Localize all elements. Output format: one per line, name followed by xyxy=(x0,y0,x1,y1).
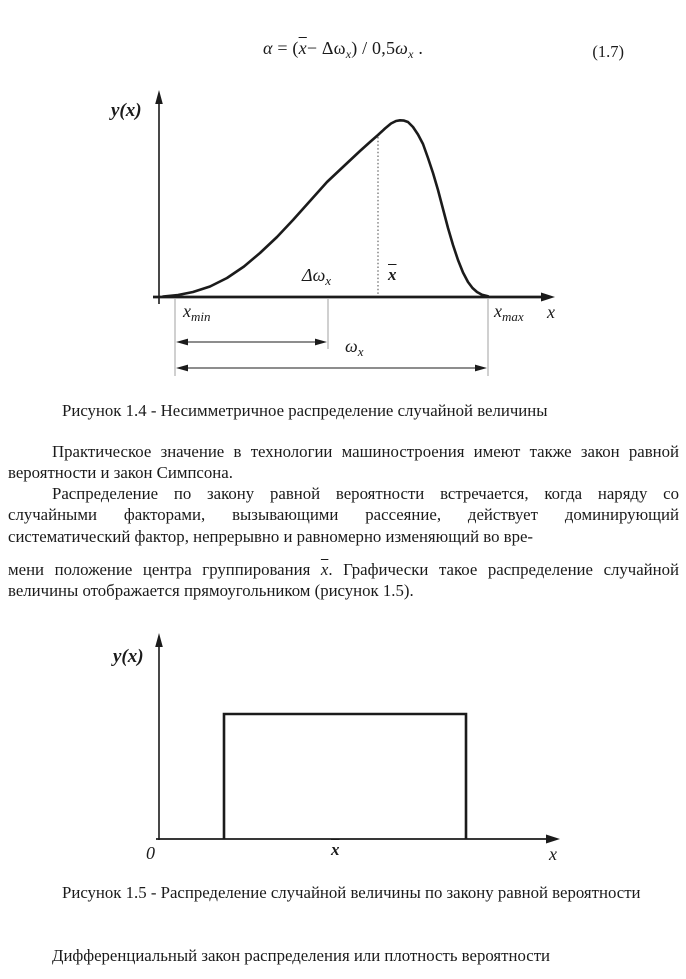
delta-omega-label xyxy=(302,265,331,286)
omega-base: ω xyxy=(345,336,358,356)
coefficient: 0,5 xyxy=(372,38,396,58)
omega-symbol: ω xyxy=(395,38,409,58)
dimension-guides xyxy=(175,299,488,376)
mean-label: $\overline{x}$ xyxy=(331,840,340,859)
x-bar-inline: $\overline{x}$ xyxy=(320,560,329,579)
dimension-arrowhead-icon xyxy=(315,339,327,346)
alpha-symbol: α xyxy=(262,38,273,58)
equation-row xyxy=(0,38,686,72)
figure-1-4-canvas xyxy=(0,90,686,384)
y-axis-title: y(x) xyxy=(113,646,144,667)
delta-omega-sub: x xyxy=(325,273,332,288)
omega-label xyxy=(345,336,364,357)
paragraph-2-text-after: . Графически такое распределение случайной величины отображается прямоугольником (рисунок 1.5). xyxy=(8,560,680,601)
origin-label: 0 xyxy=(146,843,155,863)
figure-1-5-canvas xyxy=(0,630,686,877)
dimension-arrowhead-icon xyxy=(475,365,487,372)
y-axis-arrow-icon xyxy=(155,90,163,104)
open-paren: ( xyxy=(292,38,299,58)
figure-1-5-axes xyxy=(155,633,560,844)
figure-1-4-axes xyxy=(153,90,555,304)
paragraph-2-part1: Распределение по закону равной вероятности встречается, когда наряду со случайными факторами, вызывающими рассеяние, действует доминирующий систематический фактор, непрерывно и равномерно изменяющий во вре- xyxy=(8,484,679,546)
x-max-label xyxy=(494,301,524,322)
mean-label: $\overline{x}$ xyxy=(388,265,397,284)
minus-sign: − xyxy=(306,38,322,58)
x-axis-title: x xyxy=(547,302,555,322)
closing-line: Дифференциальный закон распределения или плотность вероятности xyxy=(52,946,551,965)
x-bar-symbol: $\overline{x}$ xyxy=(298,38,307,58)
x-min-sub: min xyxy=(191,309,211,324)
x-max-sub: max xyxy=(502,309,524,324)
divide-sign: / xyxy=(362,38,368,58)
close-paren: ) xyxy=(351,38,358,58)
formula-period: . xyxy=(418,38,424,58)
figure-1-5-caption: Рисунок 1.5 - Распределение случайной величины по закону равной вероятности xyxy=(62,883,641,902)
equals-sign: = xyxy=(277,38,288,58)
x-min-label xyxy=(183,301,211,322)
figure-1-5-uniform-distribution xyxy=(0,630,686,877)
x-min-base: x xyxy=(183,301,191,321)
paragraph-2-text-before: мени положение центра группирования xyxy=(8,560,321,579)
x-axis-arrow-icon xyxy=(546,835,560,844)
x-axis-title: x xyxy=(549,844,557,864)
dimension-arrowhead-icon xyxy=(176,365,188,372)
y-axis-title: y(x) xyxy=(111,100,142,121)
dimension-arrowhead-icon xyxy=(176,339,188,346)
paragraph-2-part2 xyxy=(8,559,679,602)
figure-1-4-asymmetric-distribution xyxy=(0,90,686,384)
omega-subscript: x xyxy=(408,47,414,61)
y-axis-arrow-icon xyxy=(155,633,163,647)
delta-omega-base: Δω xyxy=(302,265,326,285)
delta-omega-subscript: x xyxy=(345,47,352,61)
x-max-base: x xyxy=(494,301,502,321)
paragraph-1: Практическое значение в технологии машиностроения имеют также закон равной вероятности и закон Симпсона. xyxy=(8,442,679,483)
figure-1-4-caption: Рисунок 1.4 - Несимметричное распределение случайной величины xyxy=(62,401,548,420)
equation-1-7 xyxy=(263,38,423,59)
equation-number: (1.7) xyxy=(592,42,624,61)
rectangle-distribution xyxy=(224,714,466,839)
omega-sub: x xyxy=(357,344,364,359)
delta-omega-symbol: Δω xyxy=(321,38,346,58)
x-axis-arrow-icon xyxy=(541,293,555,302)
